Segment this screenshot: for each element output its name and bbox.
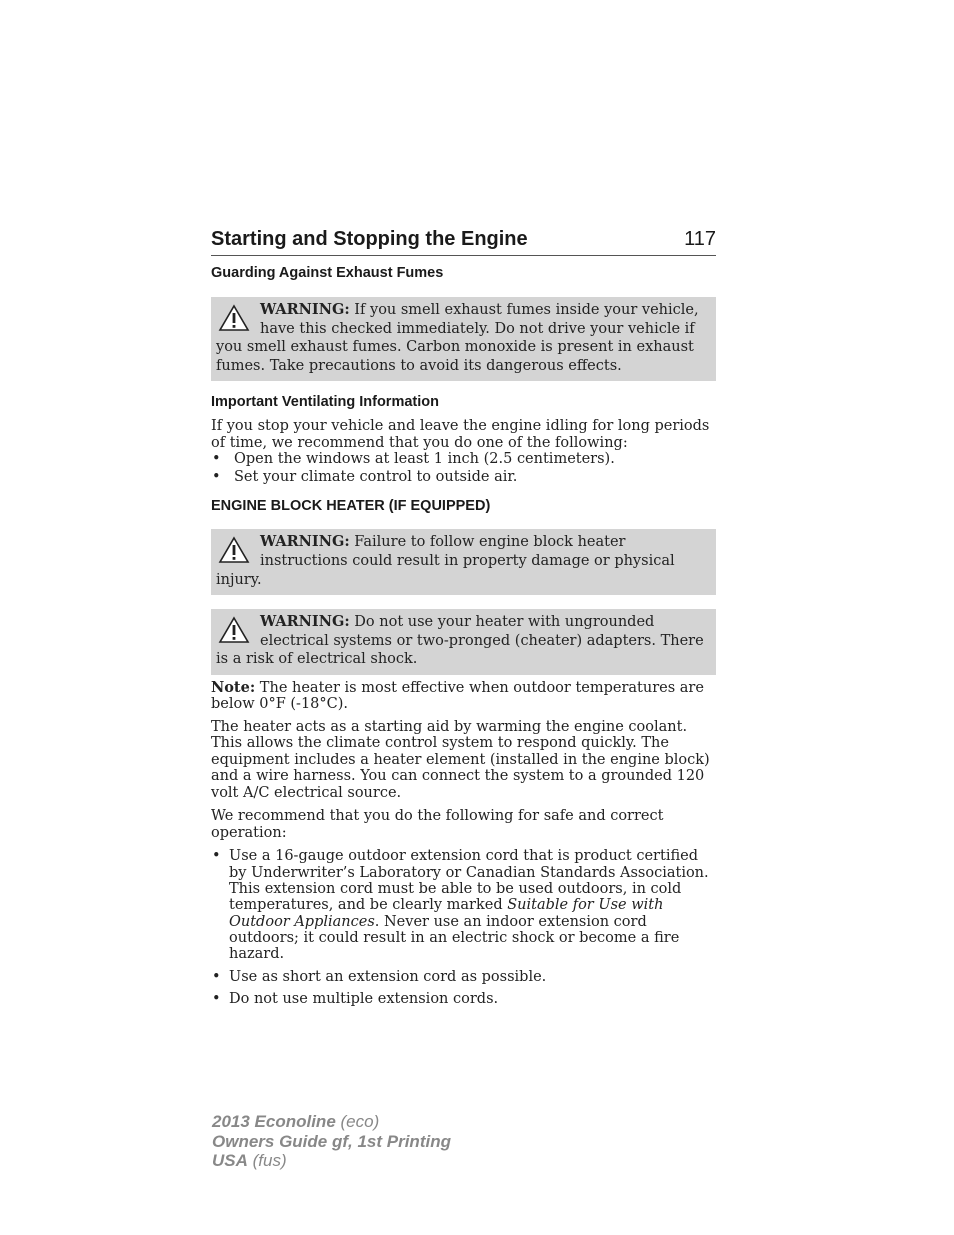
recommend-paragraph: We recommend that you do the following for safe and correct operation: [211, 808, 664, 841]
ventilating-heading: Important Ventilating Information [211, 394, 439, 411]
footer-model: 2013 Econoline [212, 1112, 336, 1131]
ventilating-list [211, 451, 716, 486]
footer-line-model [212, 1112, 451, 1132]
warning-triangle-icon [218, 304, 250, 332]
engine-block-heater-heading: ENGINE BLOCK HEATER (IF EQUIPPED) [211, 498, 491, 515]
note-text: The heater is most effective when outdoor temperatures are below 0°F (-18°C). [211, 679, 704, 713]
warning-label: WARNING: [260, 301, 350, 318]
footer-guide: Owners Guide gf, 1st Printing [212, 1131, 451, 1151]
warning-text: Failure to follow engine block heater instructions could result in property damage or physical injury. [216, 534, 675, 588]
warning-box-electrical [211, 609, 716, 675]
list-item: • Set your climate control to outside air. [211, 469, 716, 487]
warning-box-instructions [211, 529, 716, 595]
list-item: • Do not use multiple extension cords. [211, 991, 716, 1007]
exhaust-heading: Guarding Against Exhaust Fumes [211, 265, 444, 281]
page-number: 117 [684, 228, 716, 250]
list-item: • Open the windows at least 1 inch (2.5 centimeters). [211, 451, 716, 469]
footer-market: USA [212, 1151, 248, 1170]
footer-line-market [212, 1151, 451, 1171]
page-content [211, 228, 716, 1013]
footer-model-code: (eco) [335, 1112, 380, 1131]
page-header [211, 228, 716, 256]
recommend-list [211, 848, 716, 1007]
page-footer [212, 1112, 451, 1171]
list-item: • Use as short an extension cord as possible. [211, 969, 716, 985]
note-paragraph [211, 680, 716, 713]
bullet-text: . Never use an indoor extension cord outdoors; it could result in an electric shock or become a fire hazard. [229, 913, 680, 963]
warning-box-exhaust [211, 297, 716, 381]
warning-label: WARNING: [260, 533, 350, 551]
warning-triangle-icon [218, 616, 250, 644]
list-item [211, 848, 716, 962]
warning-label: WARNING: [260, 613, 350, 631]
bullet-italic-text: Suitable for Use with Outdoor Appliances [229, 897, 664, 930]
heater-paragraph: The heater acts as a starting aid by warming the engine coolant. This allows the climate control system to respond quickly. The equipment includes a heater element (installed in the engine block) and a wire harness. You can connect the system to a grounded 120 volt A/C electrical source. [211, 718, 710, 801]
ventilating-paragraph: If you stop your vehicle and leave the engine idling for long periods of time, we recommend that you do one of the following: [211, 418, 710, 451]
footer-market-code: (fus) [247, 1151, 287, 1170]
warning-text: If you smell exhaust fumes inside your vehicle, have this checked immediately. Do not drive your vehicle if you smell exhaust fumes. Carbon monoxide is present in exhaust fumes. Take precautions to avoid its dangerous effects. [216, 302, 699, 374]
footer-line-guide [212, 1132, 451, 1152]
warning-text: Do not use your heater with ungrounded electrical systems or two-pronged (cheater) adapters. There is a risk of electrical shock. [216, 614, 704, 668]
warning-triangle-icon [218, 536, 250, 564]
bullet-text: Use a 16-gauge outdoor extension cord that is product certified by Underwriter’s Laboratory or Canadian Standards Association. This extension cord must be able to be used outdoors, in cold temperatures, and be clearly marked [229, 848, 709, 914]
note-label: Note: [211, 678, 256, 696]
chapter-title: Starting and Stopping the Engine [211, 228, 528, 250]
